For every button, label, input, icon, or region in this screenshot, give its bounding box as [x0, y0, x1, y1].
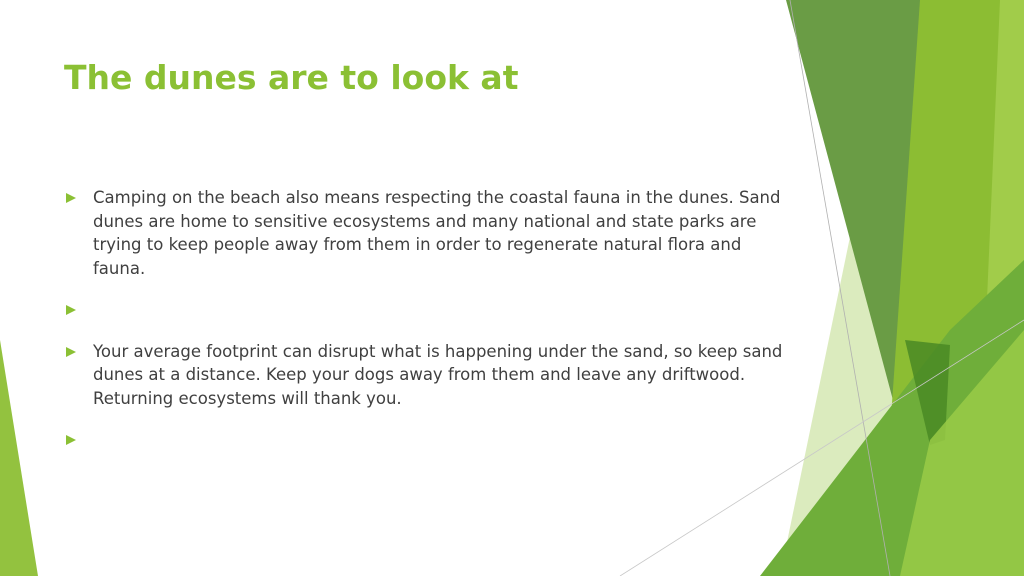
bullet-list — [64, 186, 784, 470]
bullet-item-3 — [64, 340, 784, 411]
bullet-item-4 — [64, 428, 784, 452]
triangle-bullet-icon — [66, 305, 76, 315]
triangle-bullet-icon — [66, 347, 76, 357]
slide-title: The dunes are to look at — [64, 58, 519, 97]
bullet-text-3: Your average footprint can disrupt what is happening under the sand, so keep sand dunes at a distance. Keep your dogs away from them and leave any driftwood. Returning ecosystems will thank you. — [93, 341, 783, 408]
bullet-item-1 — [64, 186, 784, 280]
bullet-item-2 — [64, 298, 784, 322]
left-edge-shape — [0, 340, 38, 576]
triangle-bullet-icon — [66, 435, 76, 445]
triangle-bullet-icon — [66, 193, 76, 203]
bullet-text-1: Camping on the beach also means respecting the coastal fauna in the dunes. Sand dunes are home to sensitive ecosystems and many national and state parks are trying to keep people away from them in order to regenerate natural flora and fauna. — [93, 188, 781, 278]
